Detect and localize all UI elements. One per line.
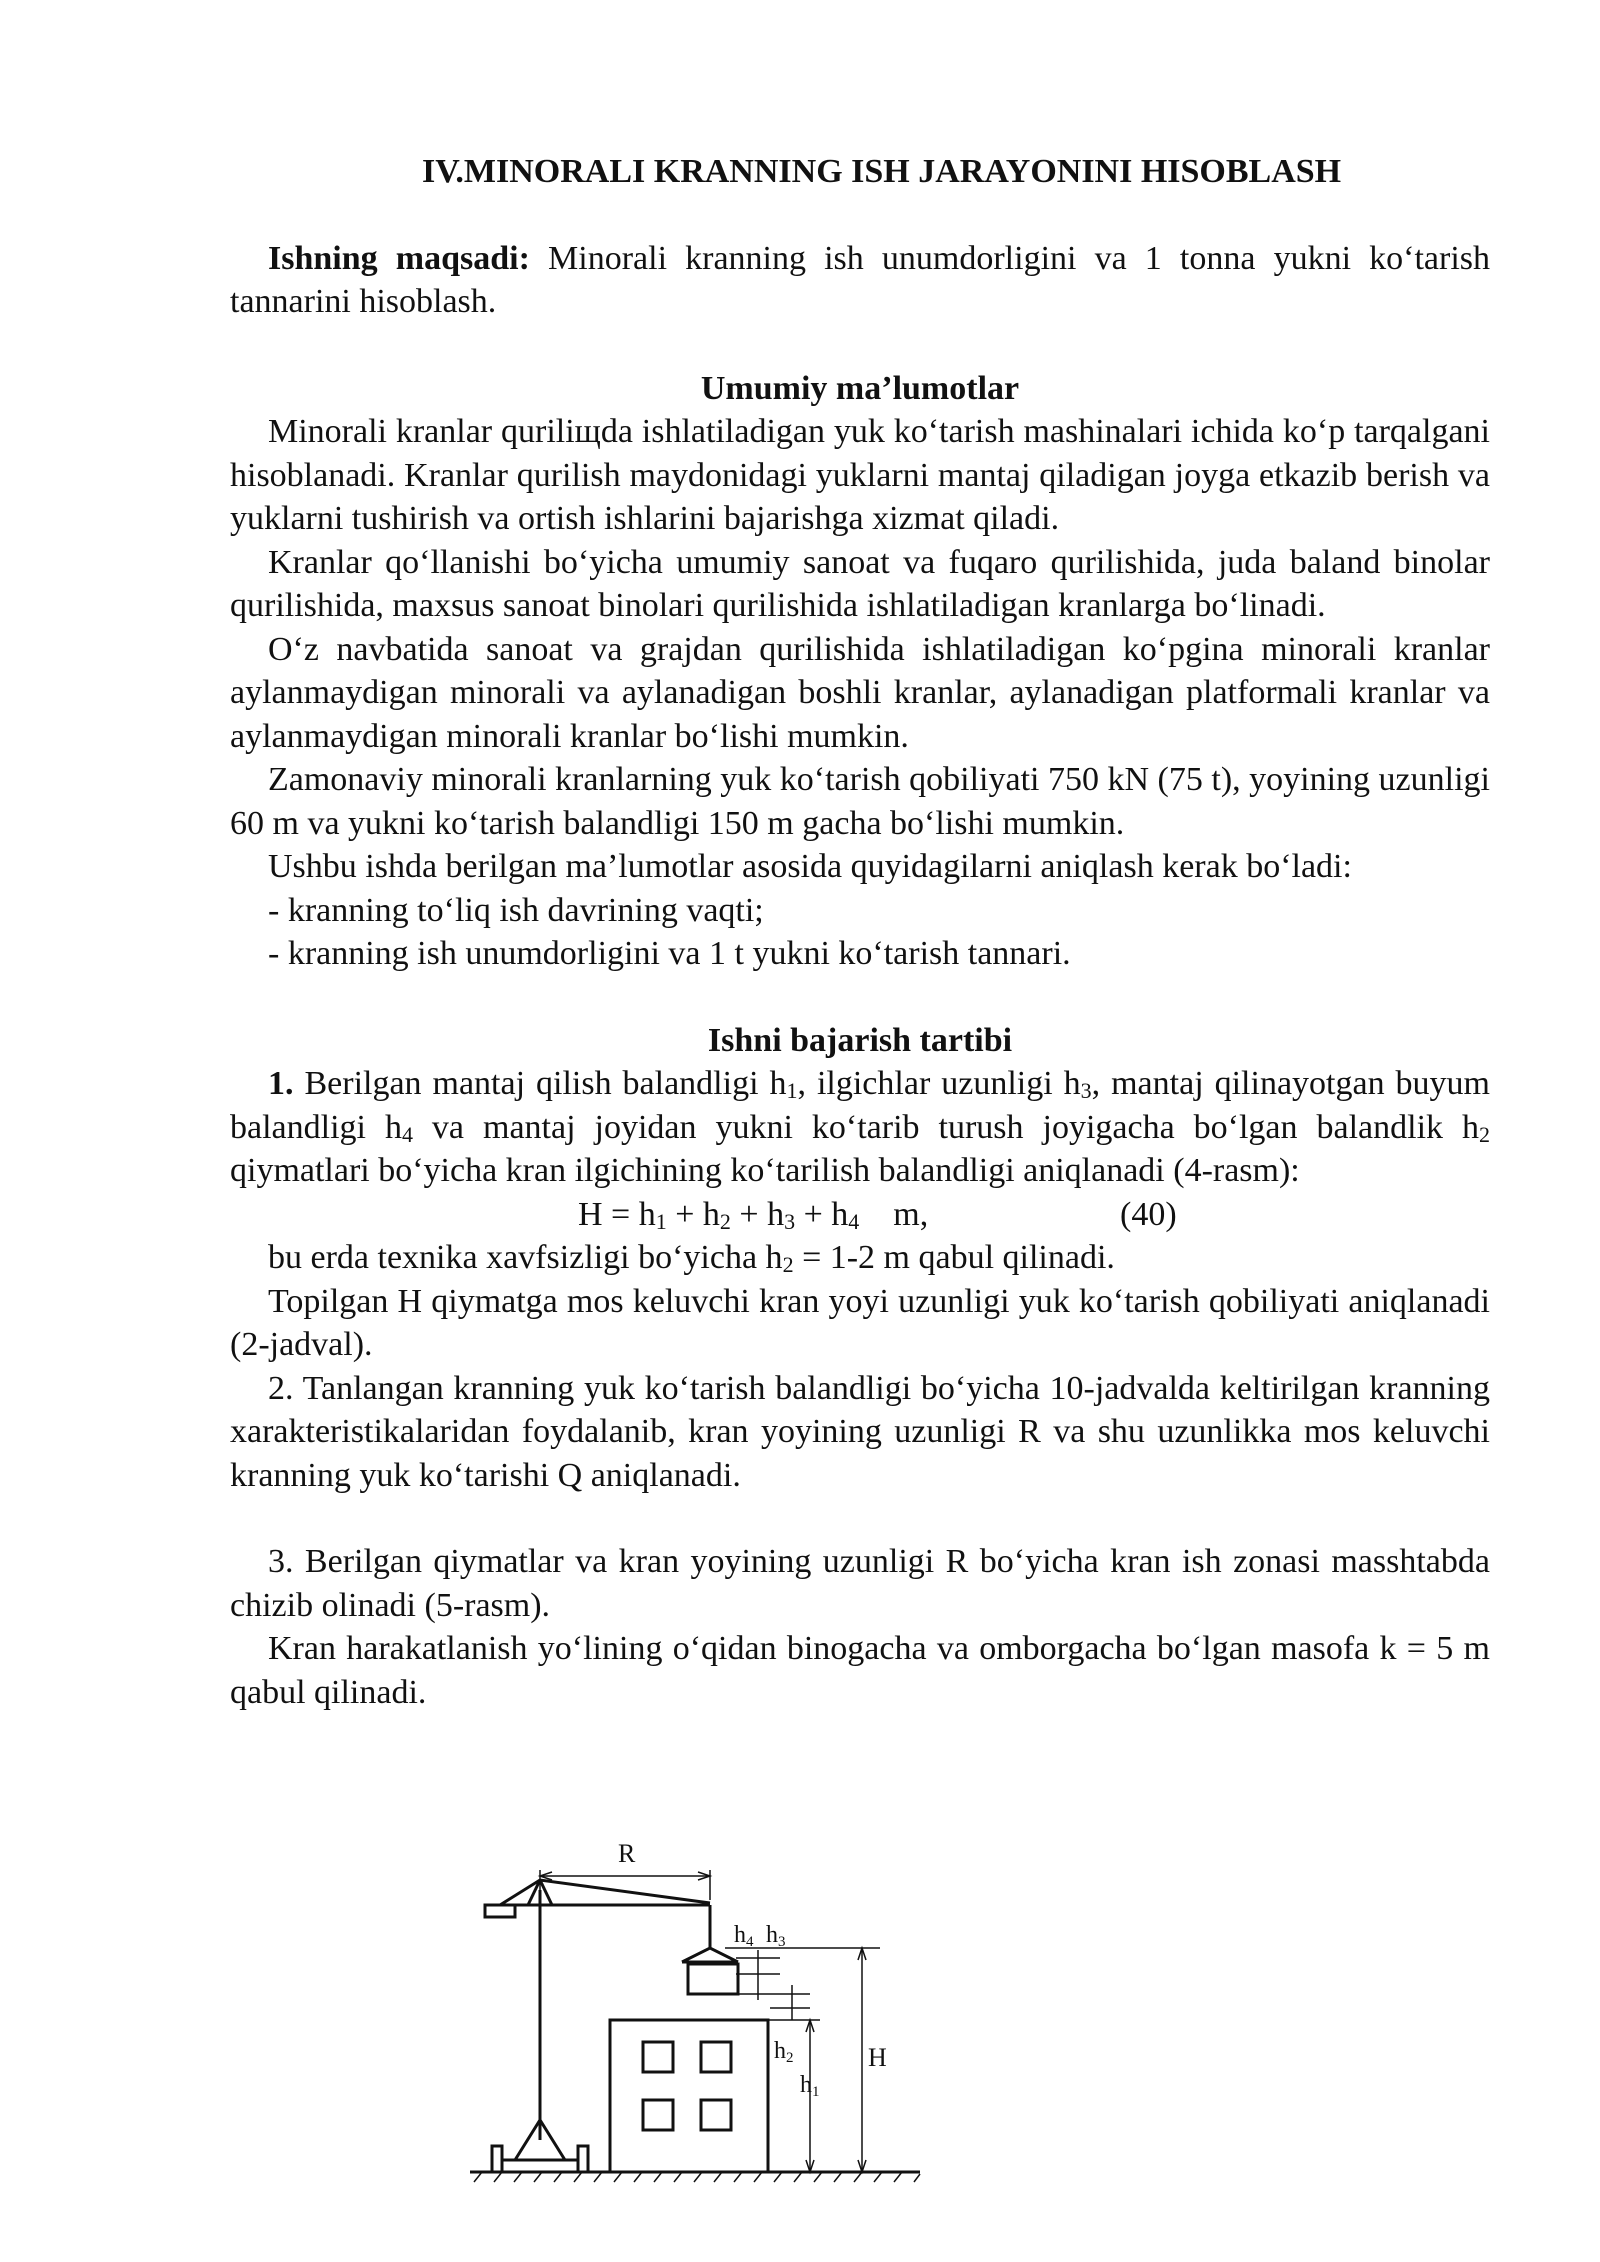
- formula-part: + h: [730, 1195, 785, 1233]
- paragraph-safety: [230, 1236, 1490, 1280]
- counterweight: [485, 1905, 515, 1917]
- safety-text-a: bu erda texnika xavfsizligi bo‘yicha h: [268, 1239, 783, 1276]
- spacer: [230, 976, 1490, 1019]
- page-title: IV.MINORALI KRANNING ISH JARAYONINI HISOBLASH: [422, 153, 1342, 190]
- label-h1-sub: 1: [812, 2084, 820, 2100]
- section-heading-general: Umumiy ma’lumotlar: [700, 369, 1020, 407]
- label-h4: [734, 1922, 754, 1950]
- crane-figure: [460, 1810, 930, 2230]
- label-h4-main: h: [734, 1922, 746, 1948]
- subscript: 1: [786, 1078, 798, 1103]
- crane-jib: [500, 1880, 710, 1905]
- formula-part: H = h: [578, 1195, 656, 1233]
- paragraph-general-2: Kranlar qo‘llanishi bo‘yicha umumiy sanoat va fuqaro qurilishida, juda baland binolar qurilishida, maxsus sanoat binolari qurilishida ishlatiladigan kranlarga bo‘linadi.: [230, 543, 1490, 624]
- label-h2-main: h: [774, 2038, 786, 2064]
- formula-part: + h: [666, 1195, 720, 1233]
- list-item-2: - kranning ish unumdorligini va 1 t yukni ko‘tarish tannari.: [268, 935, 1071, 972]
- label-h1-main: h: [800, 2072, 812, 2098]
- paragraph-general-4: Zamonaviy minorali kranlarning yuk ko‘tarish qobiliyati 750 kN (75 t), yoyining uzunligi 60 m va yukni ko‘tarish balandligi 150 m gacha bo‘lishi mumkin.: [230, 761, 1490, 842]
- paragraph-found: Topilgan H qiymatga mos keluvchi kran yoyi uzunligi yuk ko‘tarish qobiliyati aniqlanadi (2-jadval).: [230, 1282, 1490, 1363]
- window: [643, 2042, 673, 2072]
- paragraph-step-3: 3. Berilgan qiymatlar va kran yoyining uzunligi R bo‘yicha kran ish zonasi masshtabda chizib olinadi (5-rasm).: [230, 1543, 1490, 1624]
- window: [701, 2042, 731, 2072]
- list-item-1: - kranning to‘liq ish davrining vaqti;: [268, 891, 764, 929]
- label-h3: [766, 1922, 786, 1950]
- paragraph-distance: Kran harakatlanish yo‘lining o‘qidan binogacha va omborgacha bo‘lgan masofa k = 5 m qabul qilinadi.: [230, 1630, 1490, 1711]
- purpose-label: Ishning maqsadi:: [268, 239, 530, 277]
- spacer: [230, 324, 1490, 367]
- paragraph-step-1: [230, 1062, 1490, 1193]
- label-h3-main: h: [766, 1922, 778, 1948]
- subscript: 4: [848, 1208, 860, 1234]
- step1-text-d: va mantaj joyidan yukni ko‘tarib turush joyigacha bo‘lgan balandlik h: [412, 1108, 1479, 1146]
- formula-number: (40): [1120, 1195, 1177, 1233]
- load-box: [688, 1964, 738, 1994]
- section-heading-procedure: Ishni bajarish tartibi: [707, 1021, 1013, 1059]
- paragraph-general-5: Ushbu ishda berilgan ma’lumotlar asosida quyidagilarni aniqlash kerak bo‘ladi:: [268, 848, 1352, 885]
- subscript: 2: [1479, 1121, 1490, 1147]
- step1-text-a: Berilgan mantaj qilish balandligi h: [293, 1065, 787, 1102]
- label-h4-sub: 4: [746, 1934, 754, 1950]
- building: [610, 2020, 768, 2172]
- purpose-paragraph: [230, 237, 1490, 324]
- label-h1: [800, 2072, 820, 2100]
- subscript: 2: [782, 1252, 794, 1277]
- crane-diagram: [460, 1810, 930, 2230]
- slings: [682, 1948, 738, 1962]
- subscript: 3: [784, 1208, 796, 1234]
- step1-text-c: , mantaj qilinayotgan buyum balandligi h: [230, 1065, 1490, 1146]
- subscript: 4: [401, 1121, 413, 1147]
- step1-text-b: , ilgichlar uzunligi h: [797, 1065, 1081, 1102]
- label-h2-sub: 2: [786, 2050, 794, 2066]
- subscript: 2: [719, 1208, 731, 1234]
- spacer: [230, 1497, 1490, 1540]
- text-body: [230, 150, 1490, 1714]
- window: [643, 2100, 673, 2130]
- paragraph-general-3: O‘z navbatida sanoat va grajdan qurilishida ishlatiladigan ko‘pgina minorali kranlar aylanmaydigan minorali va aylanadigan boshli kranlar, aylanadigan platformali kranlar va aylanmaydigan minorali kranlar bo‘lishi mumkin.: [230, 630, 1490, 755]
- paragraph-general-1: Minorali kranlar quriliщda ishlatiladigan yuk ko‘tarish mashinalari ichida ko‘p tarqalgani hisoblanadi. Kranlar qurilish maydonidagi yuklarni mantaj qiladigan joyga etkazib berish va yuklarni tushirish va ortish ishlarini bajarishga xizmat qiladi.: [230, 413, 1490, 537]
- formula-part: m,: [859, 1195, 929, 1233]
- formula-part: + h: [795, 1195, 849, 1233]
- label-h2: [774, 2038, 794, 2066]
- formula-expression: [578, 1193, 928, 1237]
- crane-rail-left: [492, 2146, 502, 2172]
- crane-rail-right: [578, 2146, 588, 2172]
- subscript: 1: [655, 1208, 667, 1234]
- purpose-text: Minorali kranning ish unumdorligini va 1 tonna yukni ko‘tarish tannarini hisoblash.: [230, 239, 1490, 320]
- safety-text-b: = 1-2 m qabul qilinadi.: [793, 1239, 1115, 1276]
- window: [701, 2100, 731, 2130]
- label-H: H: [868, 2043, 887, 2072]
- label-h3-sub: 3: [778, 1934, 786, 1950]
- formula-40: [230, 1193, 1490, 1237]
- subscript: 3: [1080, 1078, 1092, 1103]
- step-number: 1.: [268, 1065, 294, 1102]
- step1-text-e: qiymatlari bo‘yicha kran ilgichining ko‘tarilish balandligi aniqlanadi (4-rasm):: [230, 1152, 1300, 1189]
- paragraph-step-2: 2. Tanlangan kranning yuk ko‘tarish balandligi bo‘yicha 10-jadvalda keltirilgan kranning xarakteristikalaridan foydalanib, kran yoyining uzunligi R va shu uzunlikka mos keluvchi kranning yuk ko‘tarishi Q aniqlanadi.: [230, 1369, 1490, 1494]
- label-R: R: [618, 1839, 636, 1868]
